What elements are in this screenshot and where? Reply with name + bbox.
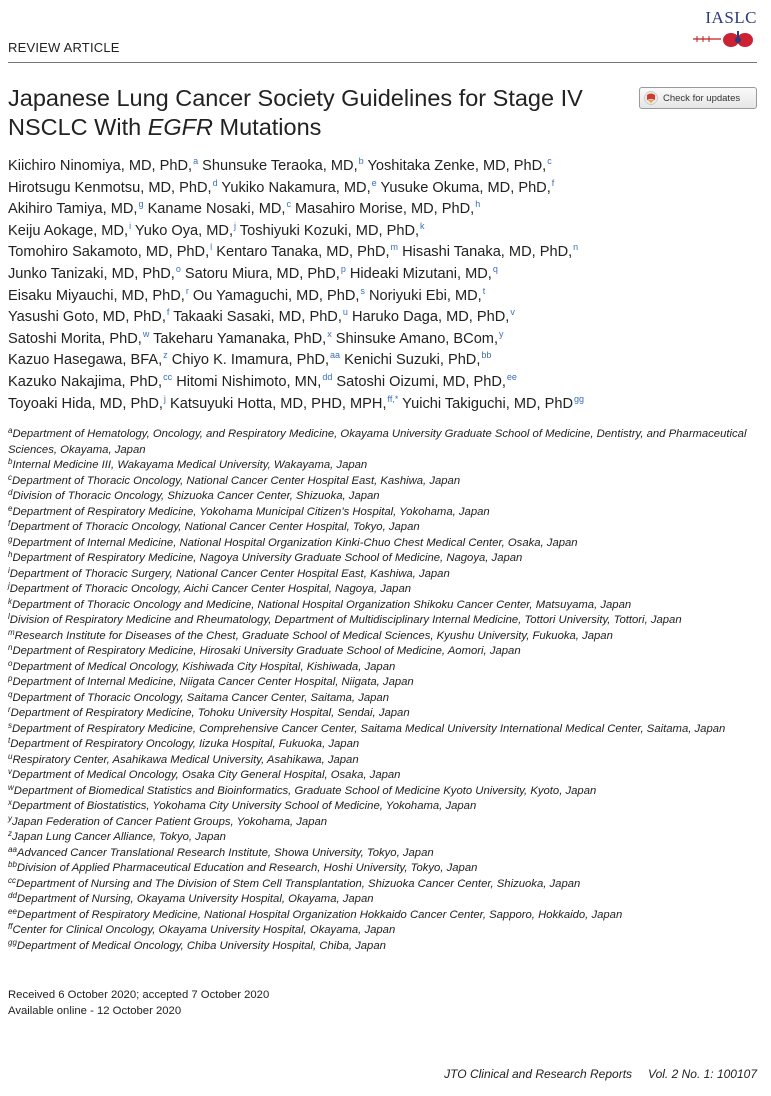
affiliation-item (8, 427, 760, 458)
author-line (8, 329, 768, 351)
affiliation-text: Department of Biomedical Statistics and Bioinformatics, Graduate School of Medicine Kyoto University, Kyoto, Japan (13, 784, 597, 797)
author-line (8, 286, 768, 308)
affiliation-item (8, 458, 760, 474)
affiliation-text: Department of Thoracic Oncology, Saitama Cancer Center, Saitama, Japan (12, 691, 389, 704)
affiliation-marker: z (8, 829, 12, 838)
author-name: Hitomi Nishimoto, MN, (176, 373, 322, 390)
author-affiliation-link[interactable]: i (129, 220, 132, 231)
author-name: Satoshi Morita, PhD, (8, 330, 142, 347)
author-name: Akihiro Tamiya, MD, (8, 201, 138, 218)
author-name: Toshiyuki Kozuki, MD, PhD, (239, 222, 420, 239)
affiliation-marker: b (8, 457, 13, 466)
author-name: Kazuo Hasegawa, BFA, (8, 352, 163, 369)
author-affiliation-link[interactable]: x (327, 328, 332, 339)
affiliation-item (8, 939, 760, 955)
affiliation-item (8, 877, 760, 893)
author-line (8, 242, 768, 264)
author-name: Hideaki Mizutani, MD, (349, 265, 492, 282)
affiliation-text: Department of Respiratory Medicine, Tohoku University Hospital, Sendai, Japan (10, 707, 410, 719)
affiliation-text: Department of Thoracic Oncology and Medicine, National Hospital Organization Shikoku Cancer Center, Matsuyama, Japan (12, 598, 632, 611)
affiliation-text: Internal Medicine III, Wakayama Medical University, Wakayama, Japan (12, 459, 368, 471)
author-affiliation-link[interactable]: f (166, 307, 170, 318)
affiliation-marker: v (8, 767, 12, 776)
author-affiliation-link[interactable]: j (234, 220, 236, 231)
check-for-updates-button[interactable] (639, 87, 757, 109)
affiliation-marker: q (8, 689, 13, 699)
affiliation-marker: ee (8, 906, 17, 916)
affiliation-marker: n (8, 643, 13, 652)
author-line (8, 156, 768, 178)
affiliation-marker: r (8, 705, 11, 714)
page-footer (444, 1067, 757, 1081)
affiliation-text: Department of Medical Oncology, Osaka City General Hospital, Osaka, Japan (12, 769, 401, 781)
affiliation-item (8, 923, 760, 939)
affiliation-text: Department of Thoracic Surgery, National Cancer Center Hospital East, Kashiwa, Japan (9, 567, 450, 580)
author-name: Yusuke Okuma, MD, PhD, (380, 179, 551, 196)
affiliation-marker: u (8, 751, 13, 761)
author-affiliation-link[interactable]: r (185, 285, 189, 296)
affiliation-item (8, 613, 760, 629)
author-affiliation-link[interactable]: y (499, 328, 504, 339)
author-affiliation-link[interactable]: u (342, 307, 348, 318)
author-name: Toyoaki Hida, MD, PhD, (8, 395, 163, 412)
affiliation-text: Department of Respiratory Medicine, National Hospital Organization Hokkaido Cancer Center, Sapporo, Hokkaido, Japan (16, 908, 623, 921)
author-name: Shinsuke Amano, BCom, (335, 330, 499, 347)
footer-volume: Vol. 2 No. 1: 100107 (648, 1067, 757, 1081)
author-name: Yasushi Goto, MD, PhD, (8, 309, 166, 326)
affiliation-text: Department of Respiratory Medicine, Comprehensive Cancer Center, Saitama Medical University International Medical Center, Saitama, Japan (12, 722, 726, 735)
author-affiliation-link[interactable]: l (210, 242, 213, 253)
article-title: Japanese Lung Cancer Society Guidelines for Stage IV NSCLC With EGFR Mutations (8, 85, 583, 140)
affiliation-text: Advanced Cancer Translational Research Institute, Showa University, Tokyo, Japan (16, 846, 434, 859)
author-name: Noriyuki Ebi, MD, (368, 287, 482, 304)
author-affiliation-link[interactable]: dd (322, 371, 333, 382)
lungs-logo-icon (693, 30, 757, 48)
affiliation-marker: y (8, 813, 12, 823)
header-divider (8, 62, 757, 63)
affiliation-marker: e (8, 503, 13, 513)
author-affiliation-link[interactable]: ff,* (387, 393, 399, 404)
affiliation-item (8, 551, 760, 567)
affiliation-item (8, 567, 760, 583)
author-affiliation-link[interactable]: h (475, 199, 481, 210)
author-list (8, 156, 768, 415)
affiliation-item (8, 846, 760, 862)
author-affiliation-link[interactable]: c (547, 156, 552, 166)
affiliation-text: Japan Lung Cancer Alliance, Tokyo, Japan (12, 831, 226, 843)
author-name: Satoru Miura, MD, PhD, (184, 265, 340, 282)
author-affiliation-link[interactable]: j (163, 393, 166, 404)
affiliation-text: Department of Thoracic Oncology, National Cancer Center Hospital, Tokyo, Japan (10, 521, 420, 533)
affiliation-item (8, 582, 760, 598)
author-name: Ou Yamaguchi, MD, PhD, (192, 287, 360, 304)
affiliation-item (8, 536, 760, 552)
author-name: Masahiro Morise, MD, PhD, (295, 201, 475, 218)
affiliation-marker: ff (8, 922, 13, 931)
author-affiliation-link[interactable]: ee (506, 371, 517, 382)
article-type: REVIEW ARTICLE (8, 40, 120, 55)
affiliation-marker: f (8, 519, 11, 528)
author-affiliation-link[interactable]: z (163, 350, 168, 361)
affiliation-text: Department of Thoracic Oncology, National Cancer Center Hospital East, Kashiwa, Japan (12, 474, 461, 487)
affiliation-marker: l (8, 612, 10, 621)
affiliation-text: Department of Medical Oncology, Kishiwada City Hospital, Kishiwada, Japan (12, 660, 396, 673)
affiliation-marker: dd (8, 891, 17, 900)
author-affiliation-link[interactable]: w (142, 328, 150, 339)
affiliation-item (8, 861, 760, 877)
author-affiliation-link[interactable]: m (390, 242, 399, 253)
journal-logo (693, 8, 757, 48)
author-name: Eisaku Miyauchi, MD, PhD, (8, 287, 185, 304)
affiliation-marker: o (8, 658, 13, 668)
author-affiliation-link[interactable]: c (286, 199, 291, 210)
author-line (8, 199, 768, 221)
affiliation-item (8, 520, 760, 536)
author-line (8, 307, 768, 329)
author-affiliation-link[interactable]: e (371, 177, 377, 188)
author-name: Kazuko Nakajima, PhD, (8, 373, 163, 390)
affiliation-item (8, 691, 760, 707)
author-line (8, 221, 768, 243)
affiliation-marker: g (8, 534, 13, 544)
affiliation-marker: aa (8, 844, 17, 854)
author-name: Katsuyuki Hotta, MD, PHD, MPH, (169, 395, 387, 412)
author-name: Shunsuke Teraoka, MD, (202, 158, 358, 174)
author-line (8, 350, 768, 372)
affiliation-text: Division of Applied Pharmaceutical Education and Research, Hoshi University, Tokyo, Japan (16, 862, 478, 874)
author-affiliation-link[interactable]: b (358, 156, 364, 166)
affiliation-text: Department of Respiratory Medicine, Nagoya University Graduate School of Medicine, Nagoya, Japan (12, 552, 523, 564)
author-affiliation-link[interactable]: t (482, 285, 486, 296)
affiliation-item (8, 815, 760, 831)
affiliation-text: Division of Respiratory Medicine and Rheumatology, Department of Multidisciplinary Internal Medicine, Tottori University, Tottori, Japan (9, 614, 682, 626)
author-name: Tomohiro Sakamoto, MD, PhD, (8, 244, 210, 261)
affiliation-text: Department of Nursing, Okayama University Hospital, Okayama, Japan (16, 893, 374, 905)
affiliation-text: Department of Medical Oncology, Chiba University Hospital, Chiba, Japan (16, 939, 386, 952)
check-for-updates-label: Check for updates (663, 92, 741, 104)
affiliation-text: Department of Internal Medicine, National Hospital Organization Kinki-Chuo Chest Medical Center, Osaka, Japan (12, 536, 578, 549)
affiliation-item (8, 799, 760, 815)
affiliation-text: Department of Biostatistics, Yokohama City University School of Medicine, Yokohama, Japan (12, 800, 477, 812)
author-name: Haruko Daga, MD, PhD, (351, 309, 510, 326)
affiliation-marker: c (8, 472, 12, 482)
affiliation-marker: h (8, 550, 13, 559)
author-affiliation-link[interactable]: g (138, 199, 144, 210)
author-affiliation-link[interactable]: aa (330, 350, 341, 361)
affiliation-item (8, 768, 760, 784)
author-line (8, 178, 768, 200)
author-name: Yuko Oya, MD, (134, 222, 233, 239)
author-line (8, 394, 768, 416)
affiliation-item (8, 505, 760, 521)
affiliation-text: Research Institute for Diseases of the Chest, Graduate School of Medical Sciences, Kyushu University, Fukuoka, Japan (14, 629, 613, 642)
affiliation-item (8, 675, 760, 691)
author-name: Yuichi Takiguchi, MD, PhD (402, 395, 574, 412)
affiliation-marker: gg (8, 937, 17, 947)
available-online-date: Available online - 12 October 2020 (8, 1004, 182, 1017)
affiliation-text: Center for Clinical Oncology, Okayama University Hospital, Okayama, Japan (12, 924, 396, 936)
article-dates (8, 988, 269, 1019)
affiliation-text: Division of Thoracic Oncology, Shizuoka Cancer Center, Shizuoka, Japan (12, 490, 380, 502)
author-name: Yoshitaka Zenke, MD, PhD, (367, 158, 547, 174)
author-name: Keiju Aokage, MD, (8, 222, 129, 239)
affiliation-item (8, 830, 760, 846)
affiliation-marker: p (8, 674, 13, 683)
author-affiliation-link[interactable]: bb (481, 350, 492, 361)
affiliation-item (8, 706, 760, 722)
affiliation-marker: j (8, 581, 10, 590)
footer-journal: JTO Clinical and Research Reports (444, 1067, 633, 1081)
affiliation-marker: w (8, 782, 14, 792)
author-affiliation-link[interactable]: p (340, 263, 346, 274)
affiliation-text: Department of Internal Medicine, Niigata Cancer Center Hospital, Niigata, Japan (12, 676, 414, 688)
affiliation-text: Department of Respiratory Oncology, Iizuka Hospital, Fukuoka, Japan (10, 738, 360, 750)
author-name: Chiyo K. Imamura, PhD, (171, 352, 330, 369)
affiliation-marker: bb (8, 860, 17, 869)
affiliation-marker: i (8, 565, 10, 575)
check-updates-icon (644, 91, 658, 105)
title-italic-gene: EGFR (147, 114, 213, 140)
affiliation-item (8, 660, 760, 676)
author-affiliation-link[interactable]: d (212, 177, 218, 188)
affiliation-text: Department of Respiratory Medicine, Yokohama Municipal Citizen’s Hospital, Yokohama, Japan (12, 505, 490, 518)
author-affiliation-link[interactable]: q (492, 263, 498, 274)
author-name: Junko Tanizaki, MD, PhD, (8, 265, 175, 282)
logo-text: IASLC (705, 8, 757, 27)
author-name: Hisashi Tanaka, MD, PhD, (402, 244, 573, 261)
affiliation-item (8, 489, 760, 505)
author-line (8, 372, 768, 394)
author-affiliation-link[interactable]: gg (574, 393, 585, 404)
author-name: Satoshi Oizumi, MD, PhD, (336, 373, 506, 390)
author-name: Hirotsugu Kenmotsu, MD, PhD, (8, 179, 212, 196)
author-name: Takaaki Sasaki, MD, PhD, (173, 309, 342, 326)
affiliation-marker: k (8, 596, 12, 606)
affiliation-item (8, 474, 760, 490)
affiliation-item (8, 644, 760, 660)
affiliation-item (8, 598, 760, 614)
author-affiliation-link[interactable]: v (510, 307, 515, 318)
affiliation-item (8, 629, 760, 645)
author-name: Kenichi Suzuki, PhD, (344, 352, 481, 369)
affiliation-item (8, 784, 760, 800)
author-affiliation-link[interactable]: o (175, 263, 181, 274)
author-name: Kiichiro Ninomiya, MD, PhD, (8, 158, 193, 174)
affiliation-item (8, 908, 760, 924)
received-accepted-dates: Received 6 October 2020; accepted 7 October 2020 (8, 989, 270, 1001)
affiliation-text: Japan Federation of Cancer Patient Groups, Yokohama, Japan (12, 815, 328, 828)
author-name: Yukiko Nakamura, MD, (221, 179, 371, 196)
affiliation-text: Department of Hematology, Oncology, and Respiratory Medicine, Okayama University Graduate School of Medicine, Dentistry, and Pharmaceutical Sciences, Okayama, Japan (8, 428, 747, 456)
affiliation-item (8, 737, 760, 753)
author-line (8, 264, 768, 286)
author-affiliation-link[interactable]: n (573, 242, 579, 253)
affiliation-marker: a (8, 426, 13, 435)
affiliation-marker: s (8, 720, 12, 730)
author-affiliation-link[interactable]: k (420, 220, 425, 231)
affiliation-marker: x (8, 798, 12, 807)
affiliation-item (8, 892, 760, 908)
affiliation-item (8, 722, 760, 738)
affiliation-text: Department of Thoracic Oncology, Aichi Cancer Center Hospital, Nagoya, Japan (9, 583, 412, 595)
affiliation-marker: m (8, 627, 15, 637)
author-affiliation-link[interactable]: f (551, 177, 555, 188)
author-name: Kentaro Tanaka, MD, PhD, (216, 244, 390, 261)
affiliation-list (8, 427, 760, 954)
affiliation-marker: cc (8, 875, 16, 885)
author-affiliation-link[interactable]: cc (163, 371, 173, 382)
affiliation-marker: t (8, 736, 11, 745)
author-affiliation-link[interactable]: a (193, 156, 199, 166)
author-affiliation-link[interactable]: s (360, 285, 365, 296)
affiliation-marker: d (8, 488, 13, 497)
author-name: Kaname Nosaki, MD, (147, 201, 286, 218)
author-name: Takeharu Yamanaka, PhD, (153, 330, 327, 347)
affiliation-text: Department of Respiratory Medicine, Hirosaki University Graduate School of Medicine, Aomori, Japan (12, 645, 521, 657)
affiliation-text: Respiratory Center, Asahikawa Medical University, Asahikawa, Japan (12, 753, 359, 766)
affiliation-item (8, 753, 760, 769)
affiliation-text: Department of Nursing and The Division of Stem Cell Transplantation, Shizuoka Cancer Center, Shizuoka, Japan (16, 877, 581, 890)
